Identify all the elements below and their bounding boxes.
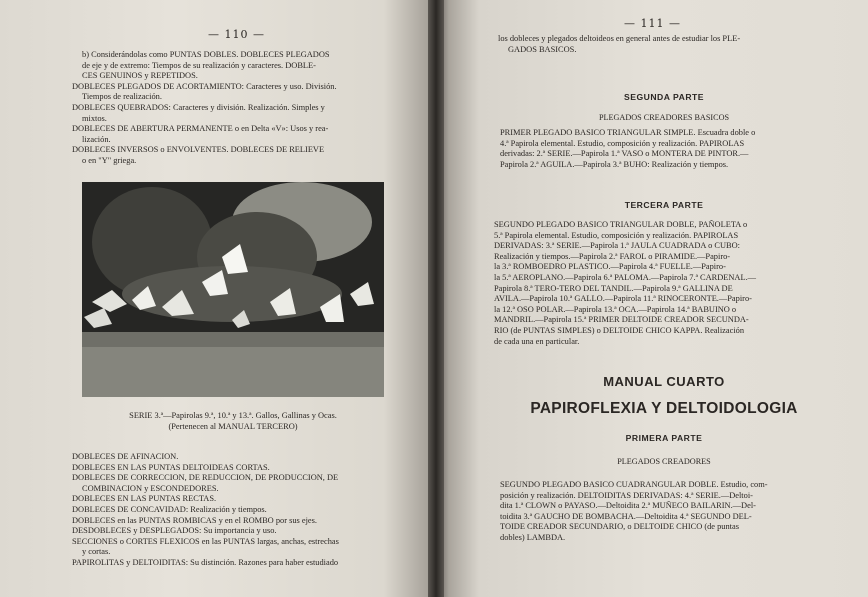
text-line: 4.ª Papirola elemental. Estudio, composición y realización. PAPIROLAS (500, 138, 745, 148)
text-line: DOBLECES QUEBRADOS: Caracteres y división. Realización. Simples y (72, 102, 325, 112)
left-page-number: — 110 — (208, 28, 265, 41)
text-line: DOBLECES DE ABERTURA PERMANENTE o en Delta «V»: Usos y rea- (72, 124, 329, 134)
text-line: los dobleces y plegados deltoideos en general antes de estudiar los PLE- (498, 34, 741, 43)
text-line: GADOS BASICOS. (508, 44, 577, 54)
text-line: CES GENUINOS y REPETIDOS. (82, 71, 198, 81)
segunda-parte-text (500, 128, 830, 170)
book-gutter (428, 0, 444, 597)
text-line: la 3.ª ROMBOEDRO PLASTICO.—Papirola 4.ª FUELLE.—Papiro- (494, 262, 726, 272)
plegados-basicos-heading: PLEGADOS CREADORES BASICOS (598, 113, 730, 122)
left-bottom-text (72, 452, 394, 569)
text-line: DOBLECES DE AFINACION. (72, 452, 179, 461)
text-line: de eje y de extremo: Tiempos de su realización y caracteres. DOBLE- (82, 60, 316, 70)
text-line: DESDOBLECES y DESPLEGADOS: Su importancia y uso. (72, 526, 277, 536)
text-line: mixtos. (82, 113, 107, 123)
text-line: derivadas: 2.ª SERIE.—Papirola 1.ª VASO o MONTERA DE PINTOR.— (500, 149, 749, 159)
segunda-parte-heading: SEGUNDA PARTE (623, 92, 705, 102)
text-line: toidita 3.ª GAUCHO DE BOMBACHA.—Deltoidita 4.ª SEGUNDO DEL- (500, 511, 752, 521)
text-line: de cada una en particular. (494, 336, 580, 346)
text-line: 5.ª Papirola elemental. Estudio, composición y realización. PAPIROLAS (494, 230, 739, 240)
text-line: la 5.ª AEROPLANO.—Papirola 6.ª PALOMA.—Papirola 7.ª CARDENAL.— (494, 272, 757, 282)
text-line: DOBLECES EN LAS PUNTAS DELTOIDEAS CORTAS. (72, 462, 270, 472)
caption-line: (Pertenecen al MANUAL TERCERO) (168, 422, 298, 431)
primera-parte-text (500, 480, 830, 544)
text-line: MANDRIL.—Papirola 15.ª PRIMER DELTOIDE CREADOR SECUNDA- (494, 315, 749, 325)
tercera-parte-heading: TERCERA PARTE (624, 200, 704, 210)
photo-caption (100, 410, 366, 432)
text-line: DOBLECES EN LAS PUNTAS RECTAS. (72, 494, 217, 504)
text-line: lización. (82, 134, 111, 144)
text-line: PRIMER PLEGADO BASICO TRIANGULAR SIMPLE. Escuadra doble o (500, 128, 756, 137)
text-line: PAPIROLITAS y DELTOIDITAS: Su distinción. Razones para haber estudiado (72, 557, 339, 567)
text-line: dobles) LAMBDA. (500, 532, 566, 542)
text-line: la 12.ª OSO POLAR.—Papirola 13.ª OCA.—Papirola 14.ª BABUINO o (494, 304, 737, 314)
text-line: SEGUNDO PLEGADO BASICO CUADRANGULAR DOBLE. Estudio, com- (500, 480, 768, 489)
text-line: Tiempos de realización. (82, 92, 162, 102)
caption-line: SERIE 3.ª—Papirolas 9.ª, 10.ª y 13.ª. Gallos, Gallinas y Ocas. (129, 411, 337, 420)
manual-title: MANUAL CUARTO (603, 374, 725, 389)
text-line: AVILA.—Papirola 10.ª GALLO.—Papirola 11.ª RINOCERONTE.—Papiro- (494, 294, 752, 304)
text-line: Papirola 2.ª AGUILA.—Papirola 3.ª BUHO: Realización y tiempos. (500, 159, 729, 169)
left-top-text (72, 50, 394, 167)
text-line: SEGUNDO PLEGADO BASICO TRIANGULAR DOBLE, PAÑOLETA o (494, 220, 748, 229)
text-line: SECCIONES o CORTES FLEXICOS en las PUNTAS largas, anchas, estrechas (72, 536, 339, 546)
text-line: TOIDE CREADOR SECUNDARIO, o DELTOIDE CHICO (de puntas (500, 522, 739, 532)
text-line: RIO (de PUNTAS SIMPLES) o DELTOIDE CHICO KAPPA. Realización (494, 325, 745, 335)
text-line: Papirola 8.ª TERO-TERO DEL TANDIL.—Papirola 9.ª GALLINA DE (494, 283, 733, 293)
primera-parte-heading: PRIMERA PARTE (625, 433, 703, 443)
text-line: y cortas. (82, 547, 111, 557)
text-line: DOBLECES PLEGADOS DE ACORTAMIENTO: Caracteres y uso. División. (72, 81, 337, 91)
text-line: b) Considerándolas como PUNTAS DOBLES. DOBLECES PLEGADOS (82, 50, 330, 59)
right-page-number: — 111 — (624, 17, 681, 30)
text-line: o en "Y" griega. (82, 155, 137, 165)
text-line: COMBINACION y ESCONDEDORES. (82, 483, 219, 493)
plegados-creadores-heading: PLEGADOS CREADORES (617, 457, 711, 466)
text-line: dita 1.ª CLOWN o PAYASO.—Deltoidita 2.ª MUÑECO BAILARIN.—Del- (500, 501, 756, 511)
origami-birds-photo (82, 182, 384, 397)
text-line: DOBLECES DE CORRECCION, DE REDUCCION, DE PRODUCCION, DE (72, 473, 339, 483)
text-line: posición y realización. DELTOIDITAS DERIVADAS: 4.ª SERIE.—Deltoi- (500, 490, 753, 500)
text-line: DERIVADAS: 3.ª SERIE.—Papirola 1.ª JAULA CUADRADA o CUBO: (494, 241, 740, 251)
text-line: DOBLECES INVERSOS o ENVOLVENTES. DOBLECES DE RELIEVE (72, 145, 325, 155)
right-intro-text (498, 34, 828, 55)
photo-illustration (82, 182, 384, 397)
manual-subtitle: PAPIROFLEXIA Y DELTOIDOLOGIA (530, 400, 798, 417)
tercera-parte-text (494, 220, 830, 347)
text-line: Realización y tiempos.—Papirola 2.ª FAROL o PIRAMIDE.—Papiro- (494, 251, 731, 261)
text-line: DOBLECES DE CONCAVIDAD: Realización y tiempos. (72, 504, 267, 514)
text-line: DOBLECES en las PUNTAS ROMBICAS y en el ROMBO por sus ejes. (72, 515, 318, 525)
